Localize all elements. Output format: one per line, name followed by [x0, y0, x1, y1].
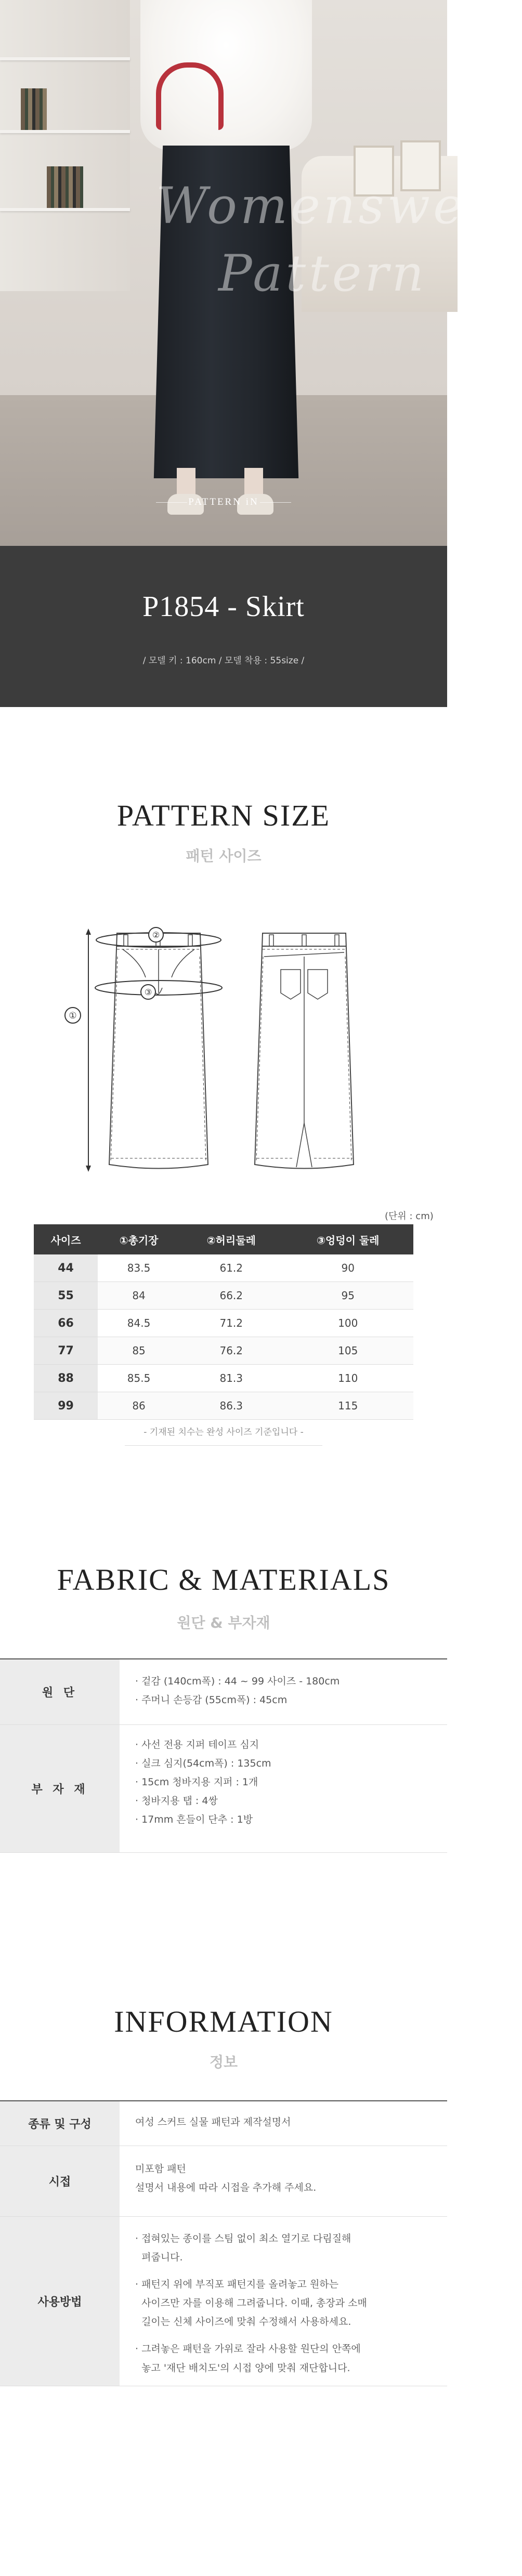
marker-3-label: ③: [144, 987, 152, 997]
info-label-usage: 사용방법: [0, 2217, 120, 2386]
red-bag-strap: [156, 62, 224, 130]
watermark-script-2: Pattern: [218, 244, 427, 303]
length-cell: 86: [98, 1392, 180, 1420]
marker-2-label: ②: [152, 930, 160, 940]
info-row-seam: [0, 2146, 447, 2217]
info-label-type: 종류 및 구성: [0, 2101, 120, 2146]
length-cell: 84: [98, 1282, 180, 1310]
hip-cell: 105: [283, 1337, 414, 1365]
materials-row: [0, 1725, 447, 1853]
hero-photo: [0, 0, 522, 546]
pattern-size-heading: PATTERN SIZE: [116, 799, 331, 832]
fabric-table: [0, 1658, 447, 1853]
fabric-label: 원 단: [0, 1659, 120, 1724]
fabric-line: · 주머니 손등감 (55cm폭) : 45cm: [135, 1694, 288, 1706]
materials-line: · 15cm 청바지용 지퍼 : 1개: [135, 1776, 258, 1788]
col-hip: ③엉덩이 둘레: [283, 1224, 414, 1254]
product-title: P1854 - Skirt: [142, 591, 305, 623]
brand-label: PATTERN iN: [188, 496, 259, 507]
back-view: [255, 933, 354, 1169]
hip-cell: 95: [283, 1282, 414, 1310]
hip-cell: 110: [283, 1365, 414, 1392]
waist-cell: 71.2: [180, 1310, 283, 1337]
materials-label: 부 자 재: [0, 1725, 120, 1852]
materials-line: · 청바지용 탭 : 4쌍: [135, 1795, 218, 1807]
info-row-type: [0, 2101, 447, 2146]
info-line: · 패턴지 위에 부직포 패턴지를 올려놓고 원하는: [135, 2279, 339, 2291]
info-line: 사이즈만 자를 이용해 그려줍니다. 이때, 총장과 소매: [135, 2297, 367, 2309]
waist-cell: 86.3: [180, 1392, 283, 1420]
info-line: 설명서 내용에 따라 시접을 추가해 주세요.: [135, 2182, 317, 2194]
info-line: 펴줍니다.: [135, 2252, 183, 2264]
size-cell: 99: [34, 1392, 98, 1420]
information-table: [0, 2100, 447, 2386]
fabric-heading: FABRIC & MATERIALS: [57, 1563, 390, 1597]
col-size: 사이즈: [34, 1224, 98, 1254]
table-row: [34, 1310, 413, 1337]
length-cell: 83.5: [98, 1254, 180, 1282]
length-cell: 84.5: [98, 1310, 180, 1337]
size-cell: 77: [34, 1337, 98, 1365]
materials-line: · 사선 전용 지퍼 테이프 심지: [135, 1739, 259, 1750]
length-cell: 85: [98, 1337, 180, 1365]
table-row: [34, 1254, 413, 1282]
info-line: · 접혀있는 종이를 스팀 없이 최소 열기로 다림질해: [135, 2233, 351, 2244]
length-cell: 85.5: [98, 1365, 180, 1392]
skirt-flat-drawing: [0, 905, 447, 1185]
fabric-line: · 겉감 (140cm폭) : 44 ~ 99 사이즈 - 180cm: [135, 1676, 340, 1687]
fabric-row: [0, 1659, 447, 1725]
info-label-seam: 시접: [0, 2146, 120, 2216]
front-view: [109, 933, 208, 1169]
bookshelf: [0, 0, 130, 291]
info-line: 놓고 '재단 배치도'의 시접 양에 맞춰 재단합니다.: [135, 2362, 350, 2374]
unit-label: (단위 : cm): [385, 1211, 434, 1222]
size-cell: 44: [34, 1254, 98, 1282]
waist-cell: 61.2: [180, 1254, 283, 1282]
materials-line: · 17mm 흔들이 단추 : 1방: [135, 1814, 253, 1826]
information-subheading: 정보: [209, 2054, 238, 2071]
information-heading: INFORMATION: [114, 2005, 333, 2038]
hip-cell: 100: [283, 1310, 414, 1337]
waist-cell: 76.2: [180, 1337, 283, 1365]
waist-cell: 81.3: [180, 1365, 283, 1392]
info-row-usage: [0, 2217, 447, 2386]
table-row: [34, 1282, 413, 1310]
hip-cell: 90: [283, 1254, 414, 1282]
hip-cell: 115: [283, 1392, 414, 1420]
model-info: / 모델 키 : 160cm / 모델 착용 : 55size /: [142, 656, 305, 666]
table-row: [34, 1365, 413, 1392]
fabric-subheading: 원단 & 부자재: [177, 1614, 270, 1631]
size-table: [34, 1224, 413, 1420]
size-cell: 88: [34, 1365, 98, 1392]
watermark-script-1: Womensweat: [156, 177, 522, 235]
waist-cell: 66.2: [180, 1282, 283, 1310]
size-note: - 기재된 치수는 완성 사이즈 기준입니다 -: [143, 1427, 304, 1437]
materials-line: · 실크 심지(54cm폭) : 135cm: [135, 1758, 271, 1770]
pattern-size-subheading: 패턴 사이즈: [186, 847, 262, 865]
size-cell: 55: [34, 1282, 98, 1310]
size-cell: 66: [34, 1310, 98, 1337]
info-line: 여성 스커트 실물 패턴과 제작설명서: [135, 2116, 291, 2128]
col-length: ①총기장: [98, 1224, 180, 1254]
title-band: [0, 546, 447, 707]
info-line: 미포함 패턴: [135, 2163, 186, 2175]
table-row: [34, 1392, 413, 1420]
info-line: · 그려놓은 패턴을 가위로 잘라 사용할 원단의 안쪽에: [135, 2343, 361, 2355]
info-line: 길이는 신체 사이즈에 맞춰 수정해서 사용하세요.: [135, 2316, 351, 2328]
note-divider: [125, 1445, 322, 1446]
col-waist: ②허리둘레: [180, 1224, 283, 1254]
marker-1-label: ①: [69, 1011, 77, 1021]
size-table-header: [34, 1224, 413, 1254]
table-row: [34, 1337, 413, 1365]
